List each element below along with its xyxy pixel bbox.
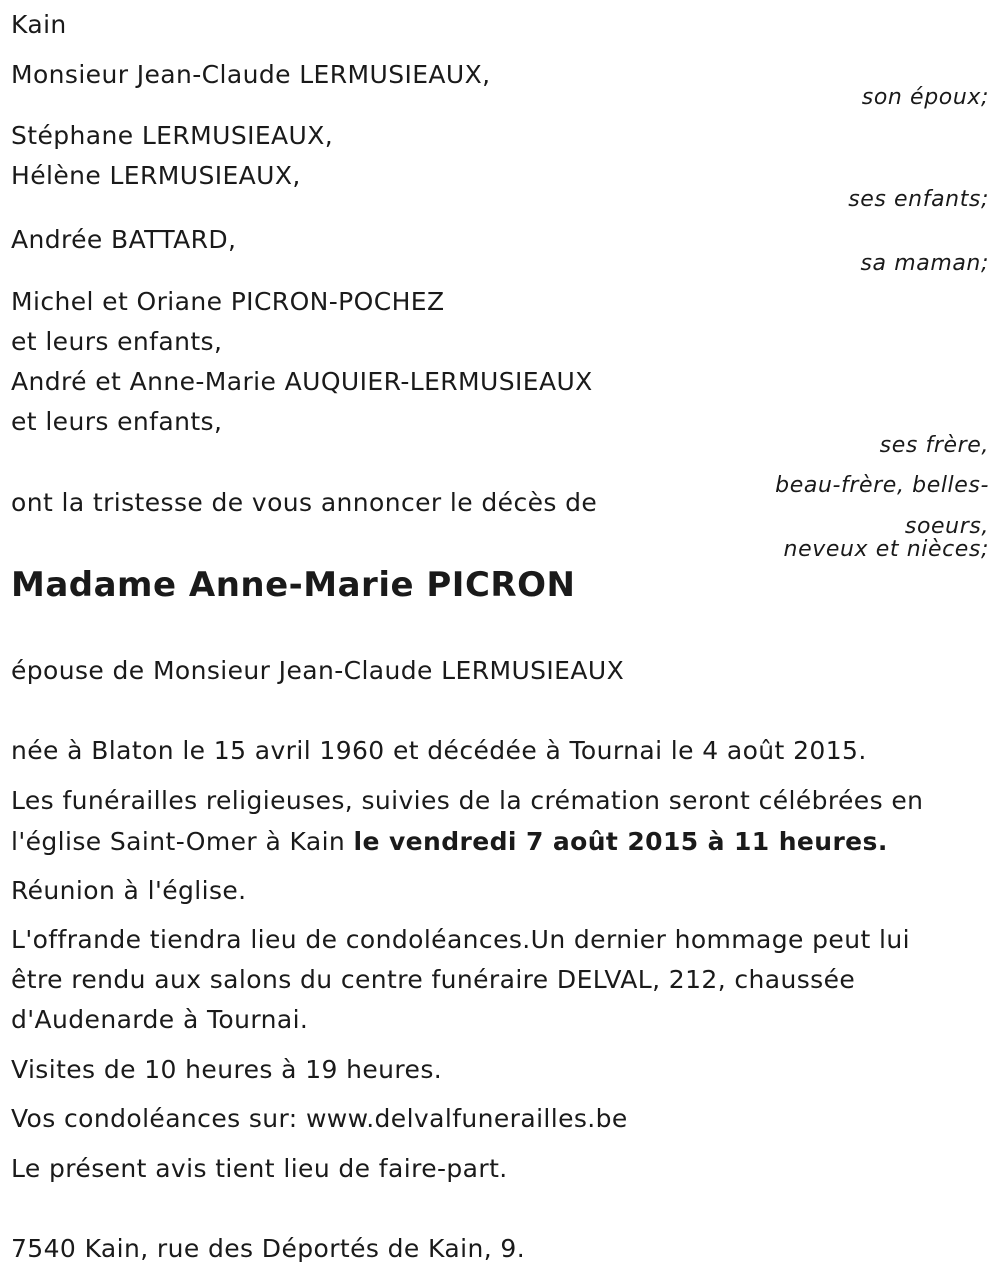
birth-death: née à Blaton le 15 avril 1960 et décédée à Tournai le 4 août 2015. <box>11 736 867 765</box>
funeral-date-time: le vendredi 7 août 2015 à 11 heures. <box>353 827 888 856</box>
funeral-place: l'église Saint-Omer à Kain <box>11 827 354 856</box>
sibling-line: Michel et Oriane PICRON-POCHEZ <box>11 287 445 316</box>
spouse-of: épouse de Monsieur Jean-Claude LERMUSIEAUX <box>11 656 625 685</box>
offering-line: L'offrande tiendra lieu de condoléances.Un dernier hommage peut lui <box>11 925 910 954</box>
sibling-line: et leurs enfants, <box>11 327 223 356</box>
location: Kain <box>11 10 67 39</box>
husband-role: son époux; <box>861 85 989 110</box>
mother-role: sa maman; <box>860 251 989 276</box>
deceased-name: Madame Anne-Marie PICRON <box>11 565 576 605</box>
sibling-line: et leurs enfants, <box>11 407 223 436</box>
children-role: ses enfants; <box>848 187 989 212</box>
siblings-role-line: soeurs, <box>904 514 989 539</box>
offering-line: être rendu aux salons du centre funéraire DELVAL, 212, chaussée <box>11 965 856 994</box>
condolences: Vos condoléances sur: www.delvalfunerailles.be <box>11 1104 628 1133</box>
child-name: Stéphane LERMUSIEAUX, <box>11 121 334 150</box>
husband-name: Monsieur Jean-Claude LERMUSIEAUX, <box>11 60 491 89</box>
visits: Visites de 10 heures à 19 heures. <box>11 1055 443 1084</box>
address: 7540 Kain, rue des Déportés de Kain, 9. <box>11 1234 526 1263</box>
notice: Le présent avis tient lieu de faire-part. <box>11 1154 508 1183</box>
siblings-role-line: ses frère, <box>879 433 989 458</box>
sibling-line: André et Anne-Marie AUQUIER-LERMUSIEAUX <box>11 367 593 396</box>
announcement: ont la tristesse de vous annoncer le décès de <box>11 488 598 517</box>
siblings-role-line: neveux et nièces; <box>783 537 989 562</box>
funeral-line: Les funérailles religieuses, suivies de la crémation seront célébrées en <box>11 786 924 815</box>
child-name: Hélène LERMUSIEAUX, <box>11 161 301 190</box>
reunion: Réunion à l'église. <box>11 876 247 905</box>
offering-line: d'Audenarde à Tournai. <box>11 1005 309 1034</box>
siblings-role-line: beau-frère, belles- <box>775 473 989 498</box>
mother-name: Andrée BATTARD, <box>11 225 237 254</box>
funeral-line-2 <box>11 827 888 857</box>
